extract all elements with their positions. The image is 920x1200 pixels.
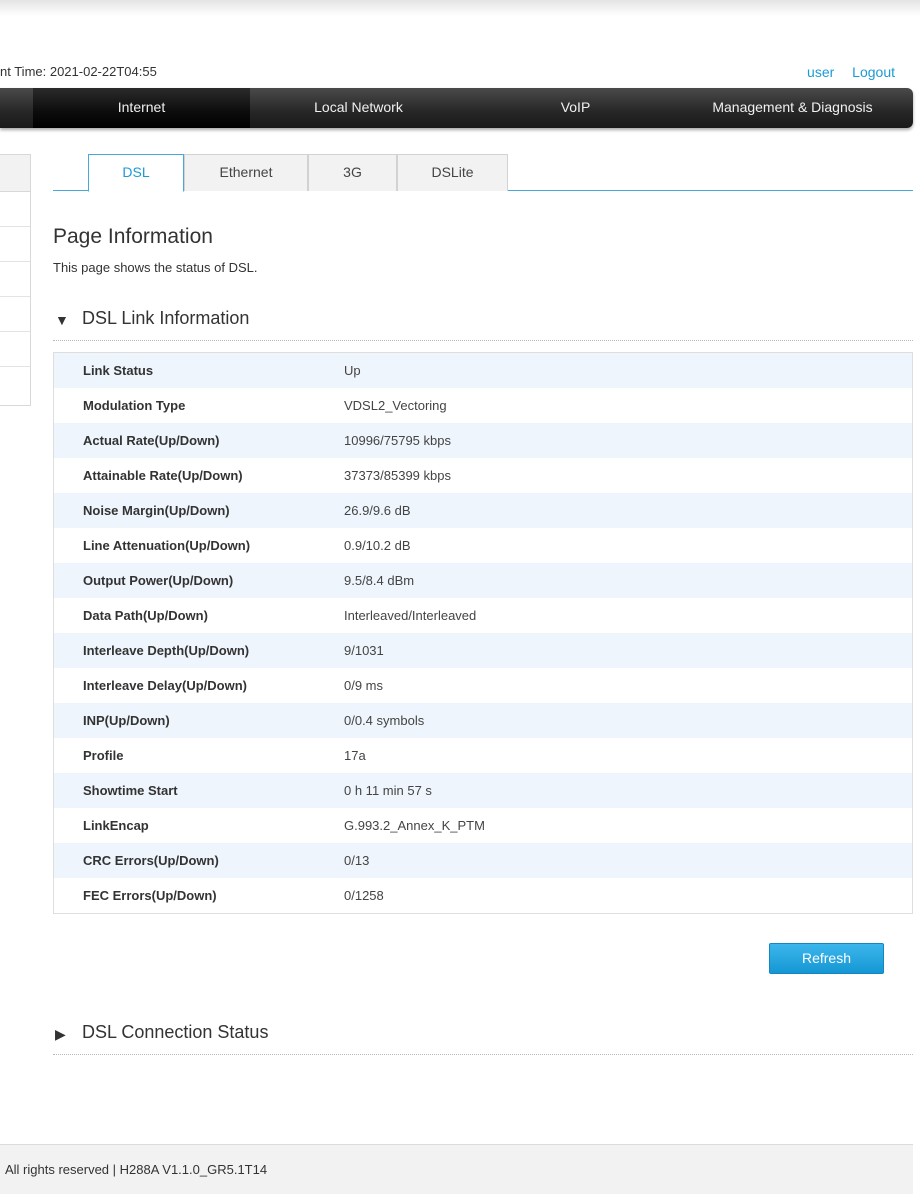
- table-row: [54, 528, 912, 563]
- row-label: Output Power(Up/Down): [83, 573, 234, 588]
- row-value: VDSL2_Vectoring: [344, 398, 447, 413]
- logout-link[interactable]: Logout: [852, 64, 895, 80]
- row-value: 0.9/10.2 dB: [344, 538, 411, 553]
- table-row: [54, 703, 912, 738]
- status-tabs: [53, 154, 913, 191]
- table-row: [54, 878, 912, 913]
- nav-item-internet[interactable]: Internet: [33, 88, 250, 128]
- row-label: INP(Up/Down): [83, 713, 170, 728]
- row-label: CRC Errors(Up/Down): [83, 853, 219, 868]
- table-row: [54, 598, 912, 633]
- sidebar-item[interactable]: [0, 297, 30, 332]
- table-row: [54, 563, 912, 598]
- row-value: 10996/75795 kbps: [344, 433, 451, 448]
- main-nav: [0, 88, 913, 128]
- table-row: [54, 493, 912, 528]
- table-row: [54, 458, 912, 493]
- nav-item-local-network[interactable]: Local Network: [314, 99, 403, 115]
- sidebar-item[interactable]: [0, 332, 30, 367]
- sidebar-item[interactable]: [0, 192, 30, 227]
- dsl-link-section-header[interactable]: [53, 303, 913, 341]
- sidebar-item[interactable]: [0, 227, 30, 262]
- row-label: Interleave Depth(Up/Down): [83, 643, 250, 658]
- row-label: Modulation Type: [83, 398, 186, 413]
- dsl-connection-section-header[interactable]: [53, 1017, 913, 1055]
- nav-item-management-diagnosis[interactable]: Management & Diagnosis: [712, 99, 873, 115]
- table-row: [54, 668, 912, 703]
- tab-3g[interactable]: 3G: [308, 154, 397, 191]
- refresh-button[interactable]: Refresh: [769, 943, 884, 974]
- table-row: [54, 808, 912, 843]
- top-shade: [0, 0, 920, 16]
- dsl-link-info-table: [53, 352, 913, 914]
- sidebar-item[interactable]: [0, 262, 30, 297]
- user-links: [793, 64, 895, 80]
- sidebar-item[interactable]: [0, 367, 30, 402]
- row-value: Interleaved/Interleaved: [344, 608, 477, 623]
- row-label: Actual Rate(Up/Down): [83, 433, 220, 448]
- table-row: [54, 843, 912, 878]
- sidebar-header: [0, 155, 30, 192]
- table-row: [54, 633, 912, 668]
- table-row: [54, 738, 912, 773]
- row-label: FEC Errors(Up/Down): [83, 888, 217, 903]
- row-label: Data Path(Up/Down): [83, 608, 208, 623]
- table-row: [54, 353, 912, 388]
- row-value: 0/1258: [344, 888, 384, 903]
- section-title: DSL Connection Status: [82, 1022, 269, 1042]
- row-label: LinkEncap: [83, 818, 149, 833]
- row-value: 0/0.4 symbols: [344, 713, 425, 728]
- row-value: 0/13: [344, 853, 370, 868]
- expand-arrow-icon[interactable]: ▶: [55, 1026, 66, 1042]
- nav-item-voip[interactable]: VoIP: [560, 99, 591, 115]
- table-row: [54, 423, 912, 458]
- row-label: Link Status: [83, 363, 154, 378]
- row-label: Interleave Delay(Up/Down): [83, 678, 247, 693]
- row-label: Profile: [83, 748, 124, 763]
- row-label: Noise Margin(Up/Down): [83, 503, 230, 518]
- table-row: [54, 388, 912, 423]
- row-value: Up: [344, 363, 361, 378]
- row-value: 37373/85399 kbps: [344, 468, 451, 483]
- row-value: 0/9 ms: [344, 678, 384, 693]
- table-row: [54, 773, 912, 808]
- row-value: 0 h 11 min 57 s: [344, 783, 432, 798]
- row-label: Attainable Rate(Up/Down): [83, 468, 243, 483]
- collapse-arrow-icon[interactable]: ▼: [55, 312, 69, 328]
- tab-dsl[interactable]: DSL: [88, 154, 184, 192]
- current-time: nt Time: 2021-02-22T04:55: [0, 64, 157, 79]
- row-value: G.993.2_Annex_K_PTM: [344, 818, 485, 833]
- tab-ethernet[interactable]: Ethernet: [184, 154, 308, 191]
- row-label: Showtime Start: [83, 783, 178, 798]
- row-label: Line Attenuation(Up/Down): [83, 538, 251, 553]
- sidebar-menu: [0, 154, 31, 406]
- row-value: 9.5/8.4 dBm: [344, 573, 415, 588]
- tab-dslite[interactable]: DSLite: [397, 154, 508, 191]
- user-link[interactable]: user: [807, 64, 835, 80]
- footer-text: All rights reserved | H288A V1.1.0_GR5.1T14: [5, 1162, 268, 1177]
- section-title: DSL Link Information: [82, 308, 250, 328]
- row-value: 17a: [344, 748, 366, 763]
- page-title: Page Information: [53, 225, 213, 248]
- row-value: 9/1031: [344, 643, 384, 658]
- footer: [0, 1144, 913, 1194]
- row-value: 26.9/9.6 dB: [344, 503, 411, 518]
- page-description: This page shows the status of DSL.: [53, 260, 258, 275]
